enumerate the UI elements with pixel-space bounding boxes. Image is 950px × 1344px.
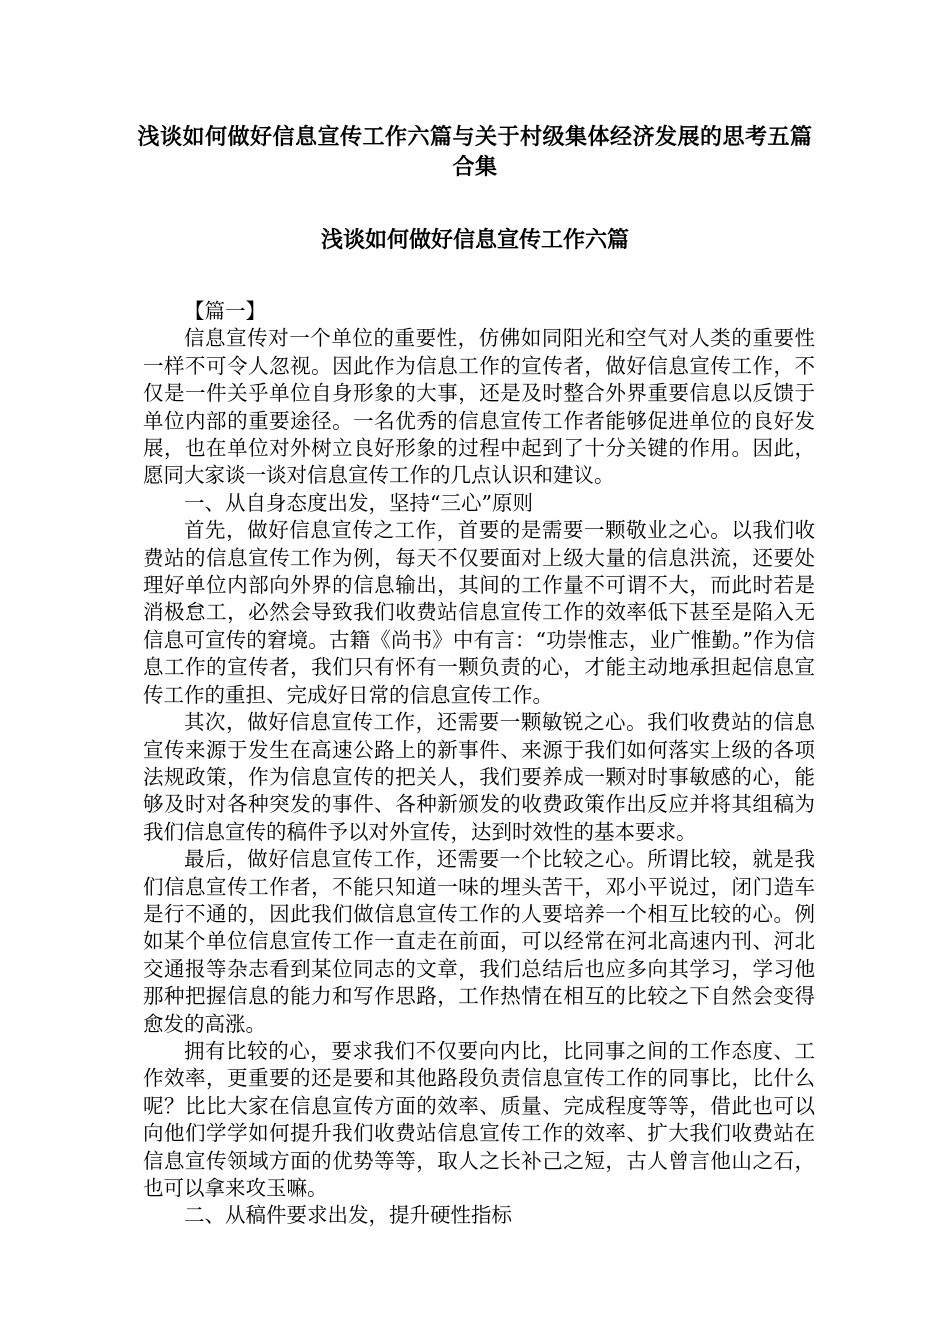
paragraph-second: 其次，做好信息宣传工作，还需要一颗敏锐之心。我们收费站的信息宣传来源于发生在高速公路上的新事件、来源于我们如何落实上级的各项法规政策，作为信息宣传的把关人，我们要养成一颗对时事敏感的心，能够及时对各种突发的事件、各种新颁发的收费政策作出反应并将其组稿为我们信息宣传的稿件予以对外宣传，达到时效性的基本要求。: [143, 710, 815, 844]
paragraph-intro: 信息宣传对一个单位的重要性，仿佛如同阳光和空气对人类的重要性一样不可令人忽视。因此作为信息工作的宣传者，做好信息宣传工作，不仅是一件关乎单位自身形象的大事，还是及时整合外界重要信息以反馈于单位内部的重要途径。一名优秀的信息宣传工作者能够促进单位的良好发展，也在单位对外树立良好形象的过程中起到了十分关键的作用。因此，愿同大家谈一谈对信息宣传工作的几点认识和建议。: [143, 326, 815, 488]
paragraph-last: 最后，做好信息宣传工作，还需要一个比较之心。所谓比较，就是我们信息宣传工作者，不能只知道一味的埋头苦干，邓小平说过，闭门造车是行不通的，因此我们做信息宣传工作的人要培养一个相互比较的心。例如某个单位信息宣传工作一直走在前面，可以经常在河北高速内刊、河北交通报等杂志看到某位同志的文章，我们总结后也应多向其学习，学习他那种把握信息的能力和写作思路，工作热情在相互的比较之下自然会变得愈发的高涨。: [143, 847, 815, 1036]
paragraph-first: 首先，做好信息宣传之工作，首要的是需要一颗敬业之心。以我们收费站的信息宣传工作为例，每天不仅要面对上级大量的信息洪流，还要处理好单位内部向外界的信息输出，其间的工作量不可谓不大，而此时若是消极怠工，必然会导致我们收费站信息宣传工作的效率低下甚至是陷入无信息可宣传的窘境。古籍《尚书》中有言：“功崇惟志，业广惟勤。”作为信息工作的宣传者，我们只有怀有一颗负责的心，才能主动地承担起信息宣传工作的重担、完成好日常的信息宣传工作。: [143, 518, 815, 707]
paragraph-section-one-heading: 一、从自身态度出发，坚持“三心”原则: [184, 490, 533, 515]
paragraph-comparison: 拥有比较的心，要求我们不仅要向内比，比同事之间的工作态度、工作效率，更重要的还是要和其他路段负责信息宣传工作的同事比，比什么呢？比比大家在信息宣传方面的效率、质量、完成程度等等，借此也可以向他们学学如何提升我们收费站信息宣传工作的效率、扩大我们收费站在信息宣传领域方面的优势等等，取人之长补己之短，古人曾言他山之石，也可以拿来攻玉嘛。: [143, 1038, 815, 1200]
section-title: 浅谈如何做好信息宣传工作六篇: [320, 227, 629, 253]
document-title: 浅谈如何做好信息宣传工作六篇与关于村级集体经济发展的思考五篇合集: [137, 124, 813, 180]
paragraph-section-two-heading: 二、从稿件要求出发，提升硬性指标: [184, 1203, 512, 1228]
document-body: [143, 298, 815, 1230]
paragraph-heading-part-one: 【篇一】: [184, 299, 266, 323]
